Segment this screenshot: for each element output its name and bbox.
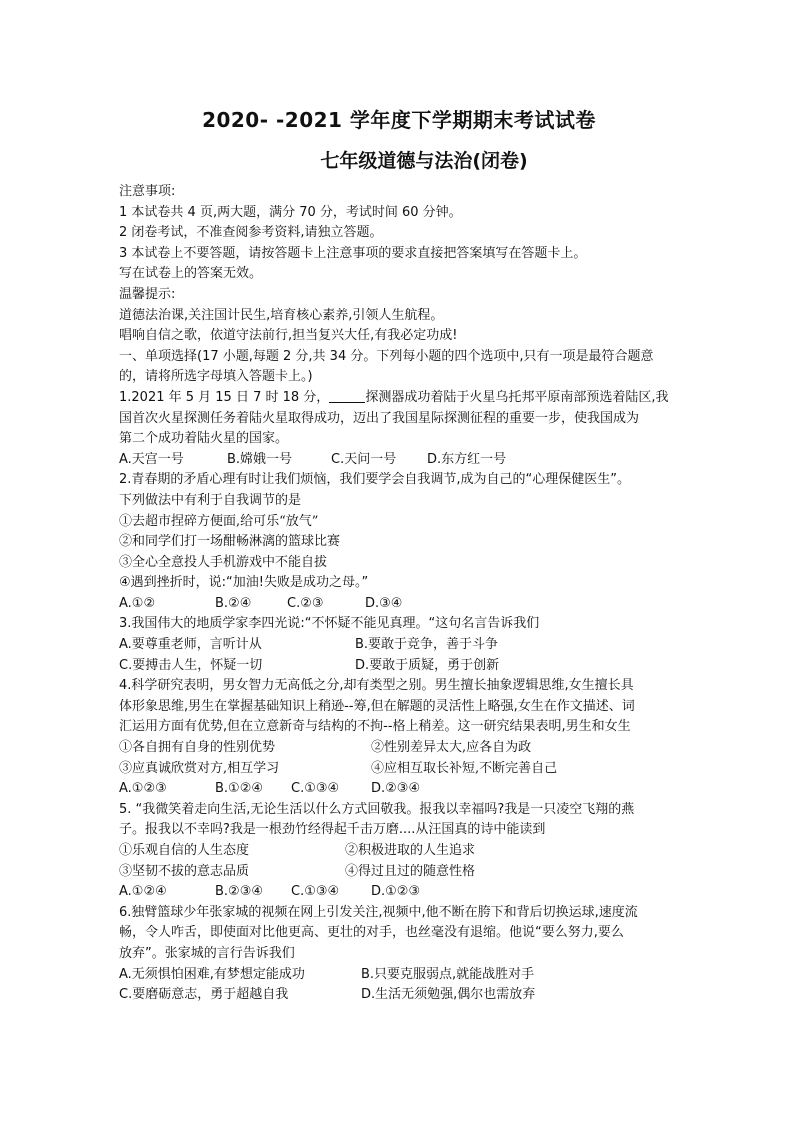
statement-3: ③坚韧不拔的意志品质 [119,863,250,879]
section-instruction: 的，请将所选字母填入答题卡上。) [119,369,313,385]
question-4-statements [119,759,679,780]
option-a: A.天宫一号 [119,451,184,467]
option-c: C.要磨砺意志，勇于超越自我 [119,987,289,1003]
question-5-stem: 5. “我微笑着走向生活,无论生活以什么方式回敬我。报我以幸福吗?我是一只凌空飞翔的燕 [119,801,635,817]
exam-subtitle: 七年级道德与法治(闭卷) [320,150,528,172]
question-3-options [119,635,679,656]
exam-body [119,182,679,1006]
option-a: A.①② [119,595,156,611]
option-d: D.③④ [365,595,403,611]
option-c: C.要搏击人生，怀疑一切 [119,657,263,673]
statement-4: ④得过且过的随意性格 [345,863,476,879]
question-5-stem: 子。报我以不幸吗?我是一根劲竹经得起千击万磨....从汪国真的诗中能读到 [119,822,546,838]
question-5-statements [119,862,679,883]
notice-item: 1 本试卷共 4 页,两大题，满分 70 分，考试时间 60 分钟。 [119,204,462,220]
option-b: B.嫦娥一号 [227,451,293,467]
notice-item: 写在试卷上的答案无效。 [119,266,263,282]
option-b: B.②④ [215,595,252,611]
question-1-stem [119,388,679,409]
statement-1: ①乐观自信的人生态度 [119,843,250,858]
option-c: C.①③④ [291,781,340,797]
option-d: D.东方红一号 [427,451,507,467]
option-b: B.①②④ [215,781,264,797]
statement-3: ③应真诚欣赏对方,相互学习 [119,760,280,776]
question-6-options [119,985,679,1006]
question-2-statement: ③全心全意投人手机游戏中不能自拔 [119,554,328,570]
option-b: B.只要克服弱点,就能战胜对手 [361,966,535,982]
question-2-statement: ②和同学们打一场酣畅淋漓的篮球比赛 [119,534,341,550]
question-4-stem: 体形象思维,男生在掌握基础知识上稍逊--筹,但在解题的灵活性上略强,女生在作文描述、词 [119,698,635,714]
question-1-options [119,450,679,471]
question-6-stem: 畅，令人咋舌，即使面对比他更高、更壮的对手，也丝毫没有退缩。他说“要么努力,要么 [119,925,624,941]
question-4-stem: 4.科学研究表明，男女智力无高低之分,却有类型之别。男生擅长抽象逻辑思维,女生擅长具 [119,678,634,694]
question-1-stem: 第二个成功着陆火星的国家。 [119,431,289,447]
question-1-stem-pre: 1.2021 年 5 月 15 日 7 时 18 分， [119,389,330,405]
option-c: C.②③ [287,595,324,611]
exam-page [119,104,679,1006]
statement-2: ②性别差异太大,应各自为政 [371,740,532,756]
tips-item: 道德法治课,关注国计民生,培育核心素养,引领人生航程。 [119,307,444,323]
question-2-statement: ①去超市捏碎方便面,给可乐“放气” [119,513,319,529]
tips-heading: 温馨提示: [119,286,176,302]
statement-1: ①各自拥有自身的性别优势 [119,740,276,756]
notice-heading: 注意事项: [119,184,176,199]
question-6-stem: 放弃”。张家城的言行告诉我们 [119,945,295,961]
question-3-stem: 3.我国伟大的地质学家李四光说:“不怀疑不能见真理。“这句名言告诉我们 [119,616,540,632]
option-d: D.要敢于质疑，勇于创新 [355,657,500,673]
tips-item: 唱响自信之歌，依道守法前行,担当复兴大任,有我必定功成! [119,328,458,344]
option-d: D.②③④ [371,781,421,797]
question-1-stem: 国首次火星探测任务着陆火星取得成功，迈出了我国星际探测征程的重要一步，使我国成为 [119,410,640,426]
question-4-options [119,779,679,800]
statement-4: ④应相互取长补短,不断完善自己 [371,760,558,776]
option-b: B.要敢于竞争，善于斗争 [355,637,499,653]
question-2-statement: ④遇到挫折时，说:“加油!失败是成功之母。” [119,575,369,591]
question-6-options [119,965,679,986]
option-c: C.天问一号 [331,451,397,467]
question-5-options [119,882,679,903]
statement-2: ②积极进取的人生追求 [345,843,476,858]
option-d: D.生活无须勉强,偶尔也需放弃 [361,987,536,1003]
answer-blank [329,388,365,403]
question-4-stem: 汇运用方面有优势,但在立意新奇与结构的不拘--格上稍差。这一研究结果表明,男生和女生 [119,719,631,735]
option-d: D.①②③ [371,884,421,900]
option-a: A.要尊重老师，言听计从 [119,637,262,653]
exam-title: 2020- -2021 学年度下学期期末考试试卷 [202,108,596,132]
option-c: C.①③④ [291,884,340,900]
question-1-stem-post: 探测器成功着陆于火星乌托邦平原南部预选着陆区,我 [365,389,669,405]
option-a: A.①②③ [119,781,167,797]
notice-item: 3 本试卷上不要答题，请按答题卡上注意事项的要求直接把答案填写在答题卡上。 [119,245,587,261]
question-2-options [119,594,679,615]
question-2-stem: 下列做法中有利于自我调节的是 [119,492,302,508]
option-a: A.①②④ [119,884,167,900]
notice-item: 2 闭卷考试，不准查阅参考资料,请独立答题。 [119,225,383,241]
question-6-stem: 6.独臂篮球少年张家城的视频在网上引发关注,视频中,他不断在胯下和背后切换运球,速度流 [119,904,638,920]
question-4-statements [119,738,679,759]
question-2-stem: 2.青春期的矛盾心理有时让我们烦恼，我们要学会自我调节,成为自己的“心理保健医生”。 [119,472,631,488]
option-a: A.无须惧怕困难,有梦想定能成功 [119,966,305,982]
question-5-statements [119,841,679,862]
section-instruction: 一、单项选择(17 小题,每题 2 分,共 34 分。下列每小题的四个选项中,只有一项是最符合题意 [119,348,654,364]
question-3-options [119,656,679,677]
option-b: B.②③④ [215,884,264,900]
